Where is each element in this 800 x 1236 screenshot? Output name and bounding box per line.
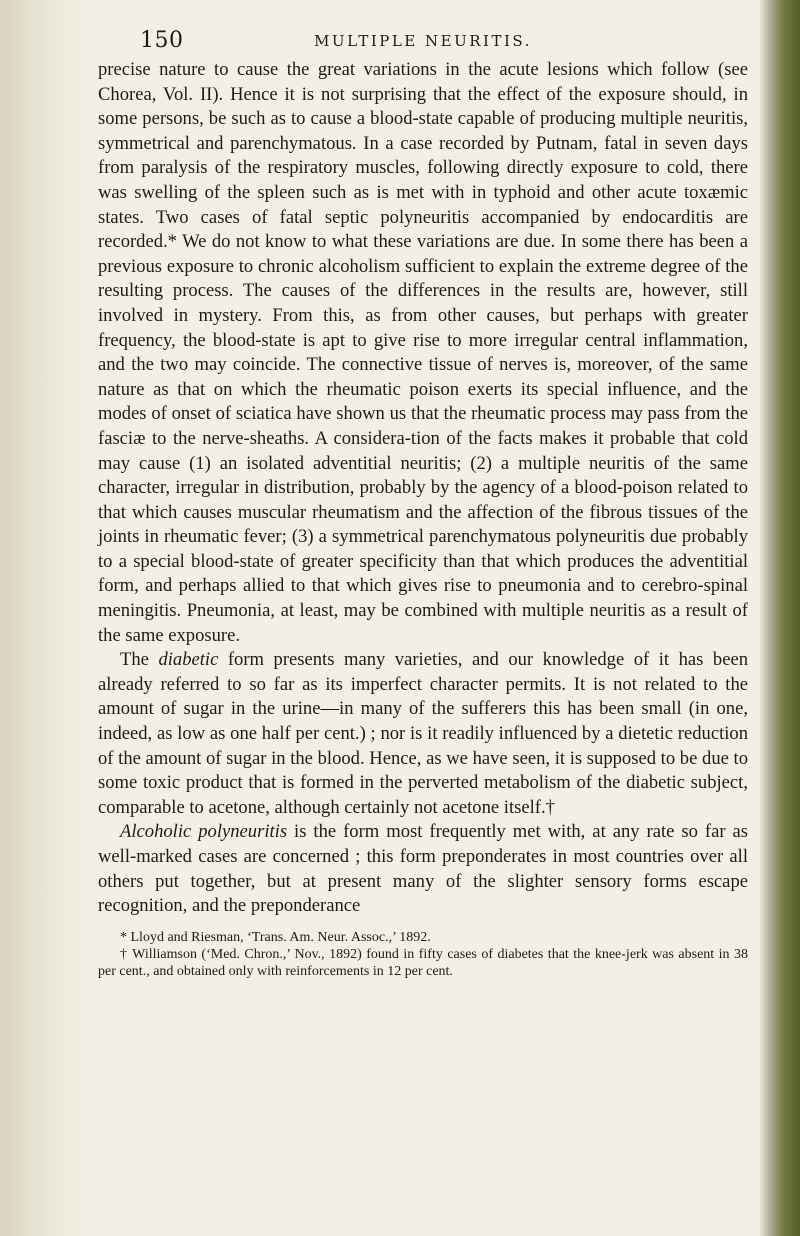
text-run: precise nature to cause the great variations in the acute lesions which follow (see Chorea, Vol. II). Hence it is not surprising that the effect of the exposure should, in some persons, be such as to cause a blood-state capable of producing multiple neuritis, symmetrical and parenchymatous. In a case recorded by Putnam, fatal in seven days from paralysis of the respiratory muscles, following directly exposure to cold, there was swelling of the spleen such as is met with in typhoid and other acute toxæmic states. Two cases of fatal septic polyneuritis accompanied by endocarditis are recorded.* We do not know to what these variations are due. In some there has been a previous exposure to chronic alcoholism sufficient to explain the extreme degree of the resulting process. The causes of the differences in the results are, however, still involved in mystery. From this, as from other causes, but perhaps with greater frequency, the blood-state is apt to give rise to more irregular central inflammation, and the two may coincide. The connective tissue of nerves is, moreover, of the same nature as that on which the rheumatic poison exerts its special influence, and the modes of onset of sciatica have shown us that the rheumatic process may pass from the fasciæ to the nerve-sheaths. A considera-tion of the facts makes it probable that cold may cause (1) an isolated adventitial neuritis; (2) a multiple neuritis of the same character, irregular in distribution, probably by the agency of a blood-poison related to that which causes muscular rheumatism and the affection of the fibrous tissues of the joints in rheumatic fever; (3) a symmetrical parenchymatous polyneuritis due probably to a special blood-state of greater specificity than that which produces the adventitial form, and perhaps allied to that which gives rise to pneumonia and to cerebro-spinal meningitis. Pneumonia, at least, may be combined with multiple neuritis as a result of the same exposure. — [98, 59, 748, 646]
italic-term: Alcoholic polyneuritis — [120, 821, 288, 843]
footnotes — [98, 929, 748, 980]
text-run: The — [120, 649, 159, 671]
italic-term: diabetic — [158, 649, 219, 671]
book-page — [98, 26, 748, 980]
text-run: is the form most frequently met with, at any rate so far as well-marked cases are concerned ; this form preponderates in most countries over all others put together, but at present many of the slighter sensory forms escape recognition, and the preponderance — [98, 821, 748, 917]
paragraph — [98, 58, 748, 648]
text-run: form presents many varieties, and our knowledge of it has been already referred to so far as its imperfect character permits. It is not related to the amount of sugar in the urine—in many of the sufferers this has been small (in one, indeed, as low as one half per cent.) ; nor is it readily influenced by a dietetic reduction of the amount of sugar in the blood. Hence, as we have seen, it is supposed to be due to some toxic product that is formed in the perverted metabolism of the diabetic subject, comparable to acetone, although certainly not acetone itself.† — [98, 649, 748, 818]
body-text — [98, 58, 748, 919]
paragraph-alcoholic-polyneuritis — [98, 820, 748, 918]
footnote-lloyd-riesman: * Lloyd and Riesman, ‘Trans. Am. Neur. Assoc.,’ 1892. — [120, 929, 431, 945]
scan-left-margin — [0, 0, 88, 1236]
running-title: MULTIPLE NEURITIS. — [314, 32, 532, 50]
footnote-williamson: † Williamson (‘Med. Chron.,’ Nov., 1892) found in fifty cases of diabetes that the knee-jerk was absent in 38 per cent., and obtained only with reinforcements in 12 per cent. — [98, 946, 748, 979]
running-head — [98, 26, 748, 58]
paragraph-diabetic-form — [98, 648, 748, 820]
book-binding-edge — [760, 0, 800, 1236]
page-number: 150 — [140, 28, 184, 53]
